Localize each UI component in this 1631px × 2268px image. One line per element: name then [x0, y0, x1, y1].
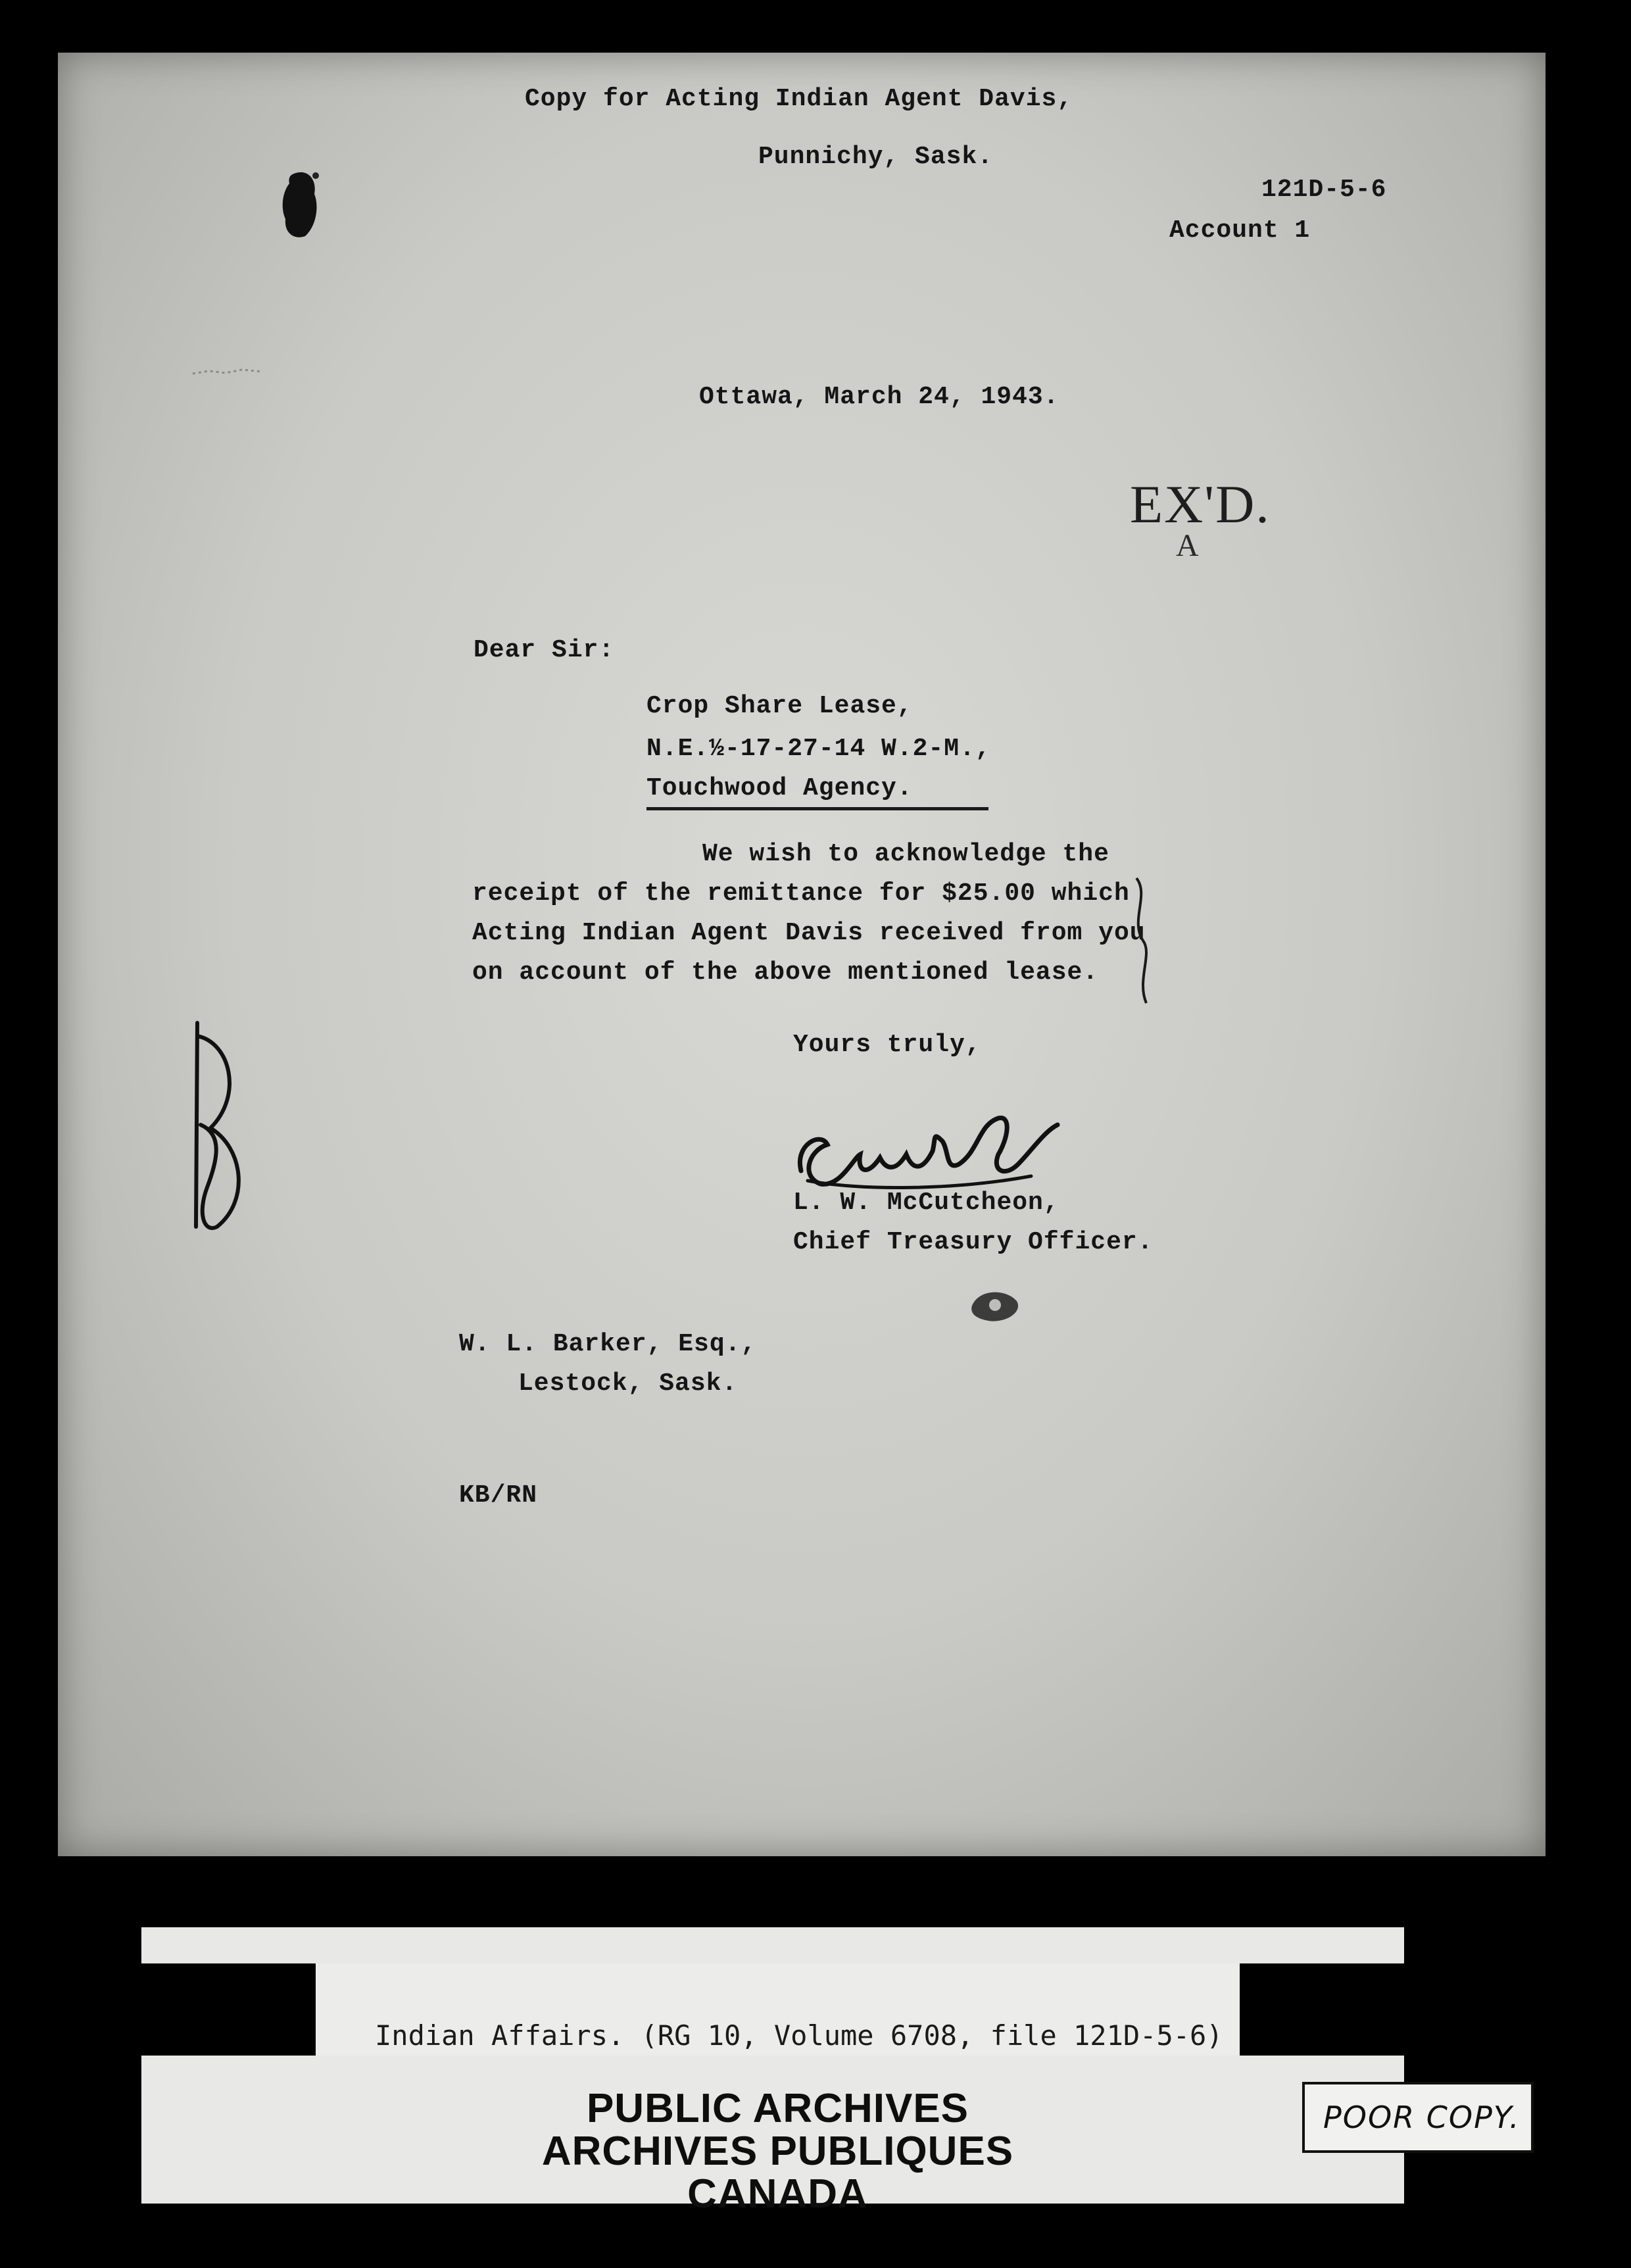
- archive-name-french: ARCHIVES PUBLIQUES: [541, 2129, 1014, 2174]
- examined-stamp-initial: A: [1176, 528, 1199, 563]
- subject-line: Crop Share Lease,: [646, 692, 913, 720]
- date-line: Ottawa, March 24, 1943.: [699, 383, 1059, 411]
- salutation: Dear Sir:: [474, 636, 615, 664]
- file-number: 121D-5-6: [1261, 176, 1387, 204]
- body-line: We wish to acknowledge the: [702, 840, 1109, 868]
- archive-country: CANADA: [687, 2171, 868, 2217]
- typist-initials: KB/RN: [459, 1481, 538, 1510]
- subject-underline: [646, 807, 988, 810]
- archive-name-english: PUBLIC ARCHIVES: [586, 2086, 969, 2131]
- signer-name: L. W. McCutcheon,: [793, 1189, 1059, 1217]
- signer-title: Chief Treasury Officer.: [793, 1228, 1154, 1256]
- label-corner-right: [1240, 1963, 1404, 2056]
- addressee-name: W. L. Barker, Esq.,: [459, 1330, 757, 1358]
- examined-stamp: EX'D.: [1130, 474, 1271, 534]
- label-corner-left: [141, 1963, 316, 2056]
- archive-reference: Indian Affairs. (RG 10, Volume 6708, file 121D-5-6): [375, 2019, 1223, 2052]
- margin-bracket-icon: [1123, 875, 1163, 1006]
- body-line: Acting Indian Agent Davis received from you: [472, 919, 1146, 947]
- letter-sheet: [58, 53, 1546, 1856]
- signature-icon: [781, 1092, 1084, 1204]
- copy-to-location: Punnichy, Sask.: [758, 143, 994, 171]
- dust-mark-icon: [189, 362, 268, 382]
- poor-copy-label: POOR COPY.: [1323, 2100, 1521, 2135]
- marginal-initial-mark-icon: [171, 1016, 263, 1240]
- smudge-mark-icon: [965, 1283, 1025, 1329]
- closing: Yours truly,: [793, 1031, 981, 1059]
- addressee-place: Lestock, Sask.: [518, 1369, 738, 1398]
- subject-line: Touchwood Agency.: [646, 774, 913, 802]
- body-line: on account of the above mentioned lease.: [472, 958, 1099, 987]
- account-number: Account 1: [1169, 216, 1311, 245]
- body-line: receipt of the remittance for $25.00 which: [472, 879, 1130, 908]
- subject-line: N.E.½-17-27-14 W.2-M.,: [646, 735, 991, 763]
- ink-blot-icon: [276, 168, 322, 240]
- copy-to-line: Copy for Acting Indian Agent Davis,: [525, 85, 1073, 113]
